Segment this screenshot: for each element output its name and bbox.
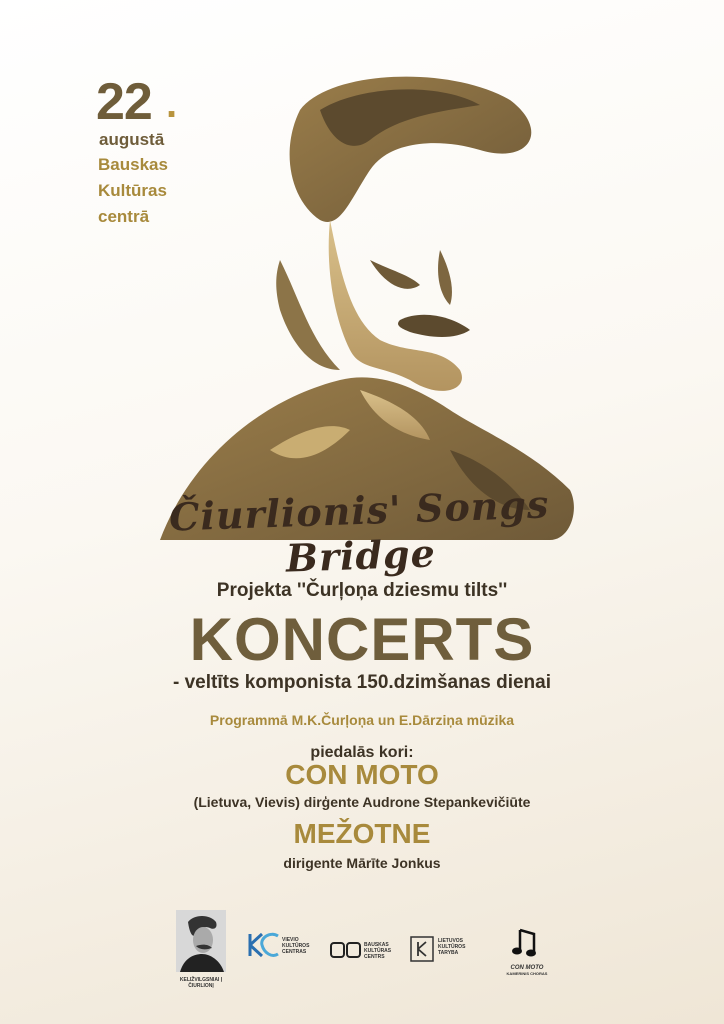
logo-conmoto: CON MOTO KAMERINIS CHORAS [502,926,552,982]
venue-line: centrā [98,207,150,226]
music-note-logo-icon [510,926,544,960]
logo-bauskas: BAUSKAS KULTŪRAS CENTRS [330,938,400,968]
date-month: augustā [99,130,165,149]
logo-kelis-text: KELIŽVILGSNIAI Į ČIURLIONĮ [179,977,223,989]
choir-name: MEŽOTNE [293,818,431,849]
script-title: Čiurlionis' Songs Bridge [168,481,551,581]
logo-lkt: LIETUVOS KULTŪROS TARYBA [410,934,480,968]
choir-info: (Lietuva, Vievis) dirģente Audrone Stepankevičiūte [193,794,531,810]
main-title: KONCERTS [189,606,535,673]
logo-kelis [172,910,230,990]
venue-line: Kultūras [98,181,167,200]
choir-name: CON MOTO [285,759,439,790]
bkc-logo-icon [330,942,362,958]
subtitle: - veltīts komponista 150.dzimšanas dienai [172,672,551,693]
date-day: 22 [96,73,152,131]
date-dot: . [166,82,178,126]
program-line: Programmā M.K.Čurļoņa un E.Dārziņa mūzika [209,712,515,728]
lkt-logo-icon [410,936,434,962]
participants-label: piedalās kori: [310,744,414,761]
vkc-logo-icon [248,932,280,958]
choir-info: dirigente Mārīte Jonkus [283,855,441,871]
logo-vievis: VIEVIO KULTŪROS CENTRAS [248,930,318,970]
project-line: Projekta ''Čurļoņa dziesmu tilts'' [216,580,508,601]
composer-portrait [150,70,590,550]
venue-line: Bauskas [98,155,168,174]
portrait-thumbnail-icon [176,910,226,972]
